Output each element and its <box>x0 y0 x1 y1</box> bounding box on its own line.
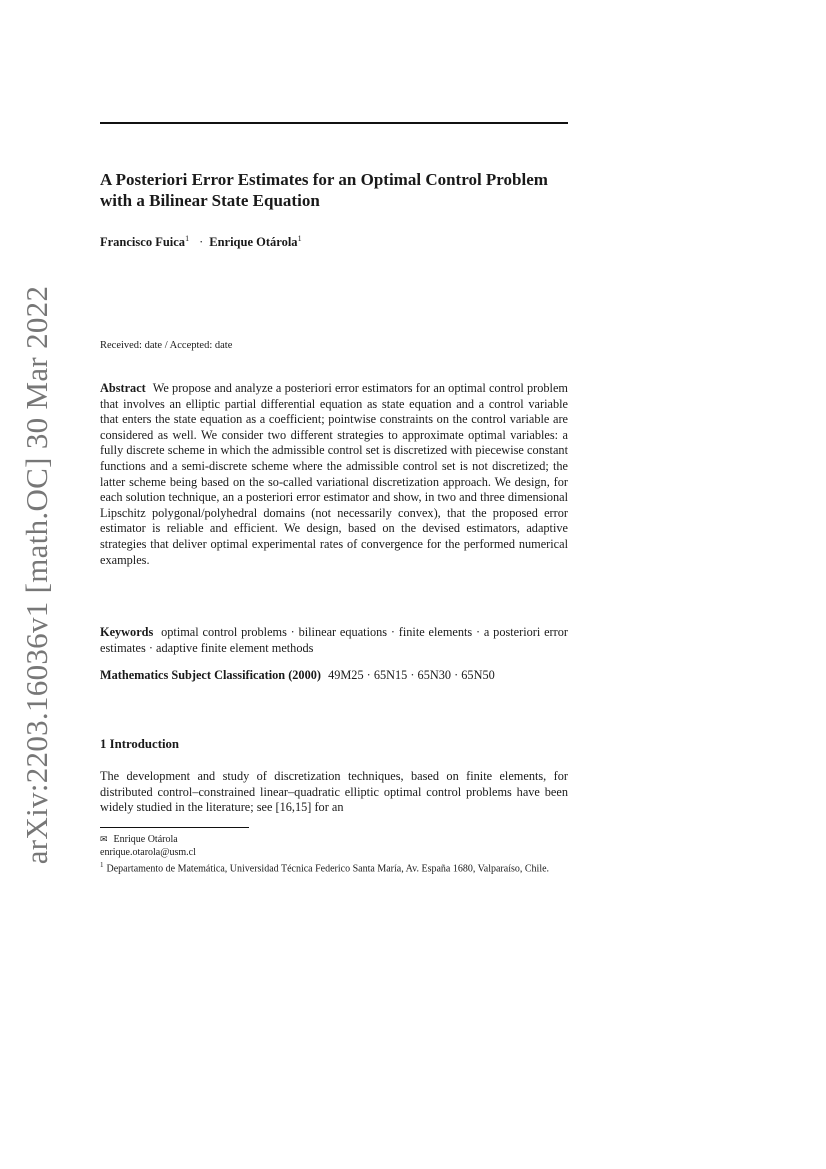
affiliation-footnote <box>100 859 568 875</box>
author-affiliation-mark: 1 <box>297 234 302 243</box>
affiliation-mark: 1 <box>100 861 104 869</box>
author-name: Enrique Otárola <box>209 235 298 250</box>
msc-text: 49M25 · 65N15 · 65N30 · 65N50 <box>328 668 495 682</box>
envelope-icon: ✉ <box>100 834 108 844</box>
corresponding-author-line <box>100 833 568 846</box>
abstract <box>100 381 568 568</box>
received-date: Received: date / Accepted: date <box>100 340 233 351</box>
header-rule <box>100 122 568 124</box>
arxiv-sidebar <box>12 0 62 1169</box>
author-affiliation-mark: 1 <box>185 234 190 243</box>
keywords-label: Keywords <box>100 625 154 639</box>
author-list <box>100 234 302 250</box>
abstract-label: Abstract <box>100 381 146 395</box>
footnote-rule <box>100 827 249 828</box>
arxiv-identifier: arXiv:2203.16036v1 [math.OC] 30 Mar 2022 <box>19 285 54 865</box>
keywords <box>100 625 568 656</box>
section-heading-introduction: 1 Introduction <box>100 737 180 751</box>
email-address: enrique.otarola@usm.cl <box>100 847 196 858</box>
keywords-text: optimal control problems · bilinear equations · finite elements · a posteriori error estimates · adaptive finite element methods <box>100 625 568 655</box>
introduction-text: The development and study of discretization techniques, based on finite elements, for distributed control–constrained linear–quadratic elliptic optimal control problems have been widely studied in the literature; see [16,15] for an <box>100 769 568 815</box>
author-separator: · <box>199 235 204 250</box>
footnotes <box>100 833 568 875</box>
msc-label: Mathematics Subject Classification (2000) <box>100 668 321 682</box>
author-name: Francisco Fuica <box>100 235 186 250</box>
paper-title: A Posteriori Error Estimates for an Optimal Control Problem with a Bilinear State Equation <box>100 170 548 210</box>
subject-classification <box>100 668 568 684</box>
affiliation-text: Departamento de Matemática, Universidad Técnica Federico Santa María, Av. España 1680, Valparaíso, Chile. <box>106 863 550 875</box>
abstract-text: We propose and analyze a posteriori error estimators for an optimal control problem that involves an elliptic partial differential equation as state equation and a control variable that enters the state equation as a coefficient; pointwise constraints on the control variable are considered as well. We consider two different strategies to approximate optimal variables: a fully discrete scheme in which the admissible control set is discretized with piecewise constant functions and a semi-discrete scheme where the admissible control set is not discretized; the latter scheme being based on the so-called variational discretization approach. We design, for each solution technique, an a posteriori error estimator and show, in two and three dimensional Lipschitz polygonal/polyhedral domains (not necessarily convex), that the proposed error estimator is reliable and efficient. We design, based on the devised estimators, adaptive strategies that deliver optimal experimental rates of convergence for the performed numerical examples. <box>100 381 568 567</box>
corresponding-author: Enrique Otárola <box>113 834 178 845</box>
